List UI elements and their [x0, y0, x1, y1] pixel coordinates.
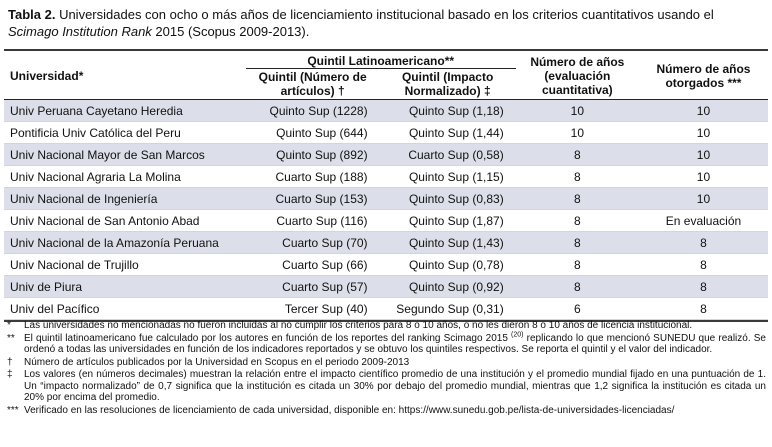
- footnote-text-part: El quintil latinoamericano fue calculado por los autores en función de los reportes del ranking Scimago 2015: [24, 332, 512, 344]
- table-top-rule: [4, 49, 768, 51]
- footnote-text-part: replicando lo que mencionó SUNEDU que realizó. Se ordenó a todas las universidades en función de los indicadores reportados y se obtuvo los quintiles respectivos. Se reporta el quintil y el valor del indicador.: [24, 332, 766, 355]
- table-row: [4, 232, 768, 254]
- cell-years-granted: 10: [639, 188, 768, 210]
- footnote-text: Número de artículos publicados por la Universidad en Scopus en el periodo 2009-2013: [24, 356, 410, 368]
- cell-years-granted: 10: [639, 100, 768, 122]
- caption-tail: 2015 (Scopus 2009-2013).: [151, 24, 310, 39]
- cell-university: Univ del Pacífico: [4, 298, 246, 320]
- cell-quintil-impact: Quinto Sup (1,44): [380, 122, 516, 144]
- data-table: [4, 53, 768, 320]
- cell-years-granted: 8: [639, 276, 768, 298]
- header-quintil-group: Quintil Latinoamericano**: [246, 53, 516, 69]
- cell-years-eval: 8: [516, 188, 639, 210]
- cell-years-granted: 10: [639, 166, 768, 188]
- cell-years-eval: 8: [516, 166, 639, 188]
- cell-years-granted: 8: [639, 254, 768, 276]
- cell-quintil-articles: Quinto Sup (1228): [246, 100, 380, 122]
- cell-university: Univ Nacional de Trujillo: [4, 254, 246, 276]
- footnote: [4, 369, 766, 404]
- table-row: [4, 188, 768, 210]
- cell-university: Pontificia Univ Católica del Peru: [4, 122, 246, 144]
- footnote-mark: †: [7, 356, 13, 368]
- cell-quintil-articles: Cuarto Sup (188): [246, 166, 380, 188]
- cell-quintil-impact: Quinto Sup (0,83): [380, 188, 516, 210]
- cell-quintil-articles: Quinto Sup (644): [246, 122, 380, 144]
- table-row: [4, 298, 768, 320]
- cell-university: Univ Nacional Mayor de San Marcos: [4, 144, 246, 166]
- cell-quintil-articles: Cuarto Sup (116): [246, 210, 380, 232]
- cell-years-granted: 8: [639, 232, 768, 254]
- header-years-granted: Número de años otorgados ***: [639, 53, 768, 100]
- header-quintil-articles: Quintil (Número de artículos) †: [246, 69, 380, 100]
- cell-years-eval: 6: [516, 298, 639, 320]
- cell-university: Univ de Piura: [4, 276, 246, 298]
- table-body: [4, 100, 768, 320]
- table-row: [4, 210, 768, 232]
- cell-quintil-articles: Cuarto Sup (66): [246, 254, 380, 276]
- cell-years-granted: En evaluación: [639, 210, 768, 232]
- header-university: Universidad*: [4, 53, 246, 100]
- cell-university: Univ Peruana Cayetano Heredia: [4, 100, 246, 122]
- cell-years-eval: 8: [516, 210, 639, 232]
- table-row: [4, 100, 768, 122]
- cell-years-eval: 8: [516, 232, 639, 254]
- table-row: [4, 254, 768, 276]
- cell-quintil-impact: Quinto Sup (1,43): [380, 232, 516, 254]
- cell-quintil-impact: Quinto Sup (1,15): [380, 166, 516, 188]
- footnote-reference: (20): [511, 331, 524, 339]
- table-caption: [8, 6, 766, 40]
- cell-university: Univ Nacional de San Antonio Abad: [4, 210, 246, 232]
- footnote-text: Verificado en las resoluciones de licenciamiento de cada universidad, disponible en: https://www.sunedu.gob.pe/lista-de-universidades-licenciadas/: [24, 404, 675, 416]
- caption-italic: Scimago Institution Rank: [8, 24, 152, 39]
- header-years-eval: Número de años (evaluación cuantitativa): [516, 53, 639, 100]
- footnote-text: Los valores (en números decimales) muestran la relación entre el impacto científico promedio de una institución y el promedio mundial fijado en una puntuación de 1. Un “impacto normalizado” de 0,7 significa que la institución es citada un 30% por debajo del promedio mundial, mientras que 1,2 significa la institución es citada un 20% por encima del promedio.: [24, 369, 766, 403]
- cell-quintil-articles: Cuarto Sup (70): [246, 232, 380, 254]
- cell-years-granted: 8: [639, 298, 768, 320]
- header-quintil-impact: Quintil (Impacto Normalizado) ‡: [380, 69, 516, 100]
- cell-years-eval: 8: [516, 254, 639, 276]
- cell-quintil-impact: Quinto Sup (1,87): [380, 210, 516, 232]
- footnote-mark: *: [7, 320, 11, 331]
- cell-quintil-impact: Segundo Sup (0,31): [380, 298, 516, 320]
- footnote: [4, 333, 766, 356]
- cell-university: Univ Nacional de la Amazonía Peruana: [4, 232, 246, 254]
- table-row: [4, 122, 768, 144]
- footnote-text: Las universidades no mencionadas no fueron incluidas al no cumplir los criterios para 8 o 10 años, o no les dieron 8 o 10 años de licencia institucional.: [24, 320, 693, 331]
- cell-years-eval: 8: [516, 144, 639, 166]
- cell-quintil-articles: Quinto Sup (892): [246, 144, 380, 166]
- footnote: [4, 320, 766, 332]
- cell-years-eval: 8: [516, 276, 639, 298]
- caption-text: Universidades con ocho o más años de licenciamiento institucional basado en los criterios cuantitativos usando el: [55, 7, 714, 22]
- cell-years-granted: 10: [639, 144, 768, 166]
- cell-quintil-articles: Tercer Sup (40): [246, 298, 380, 320]
- cell-years-eval: 10: [516, 100, 639, 122]
- cell-quintil-articles: Cuarto Sup (153): [246, 188, 380, 210]
- footnote-text: [24, 333, 766, 356]
- footnote: [4, 357, 766, 369]
- cell-quintil-impact: Quinto Sup (0,92): [380, 276, 516, 298]
- table-row: [4, 144, 768, 166]
- footnote-mark: **: [7, 332, 15, 344]
- footnotes: [4, 320, 766, 417]
- cell-university: Univ Nacional Agraria La Molina: [4, 166, 246, 188]
- caption-label: Tabla 2.: [8, 7, 56, 22]
- cell-quintil-impact: Quinto Sup (0,78): [380, 254, 516, 276]
- footnote-mark: ‡: [7, 369, 13, 380]
- cell-quintil-impact: Quinto Sup (1,18): [380, 100, 516, 122]
- cell-years-granted: 10: [639, 122, 768, 144]
- cell-quintil-articles: Cuarto Sup (57): [246, 276, 380, 298]
- cell-years-eval: 10: [516, 122, 639, 144]
- footnote: [4, 405, 766, 417]
- cell-quintil-impact: Cuarto Sup (0,58): [380, 144, 516, 166]
- cell-university: Univ Nacional de Ingeniería: [4, 188, 246, 210]
- footnote-mark: ***: [7, 404, 19, 416]
- table-row: [4, 166, 768, 188]
- table-row: [4, 276, 768, 298]
